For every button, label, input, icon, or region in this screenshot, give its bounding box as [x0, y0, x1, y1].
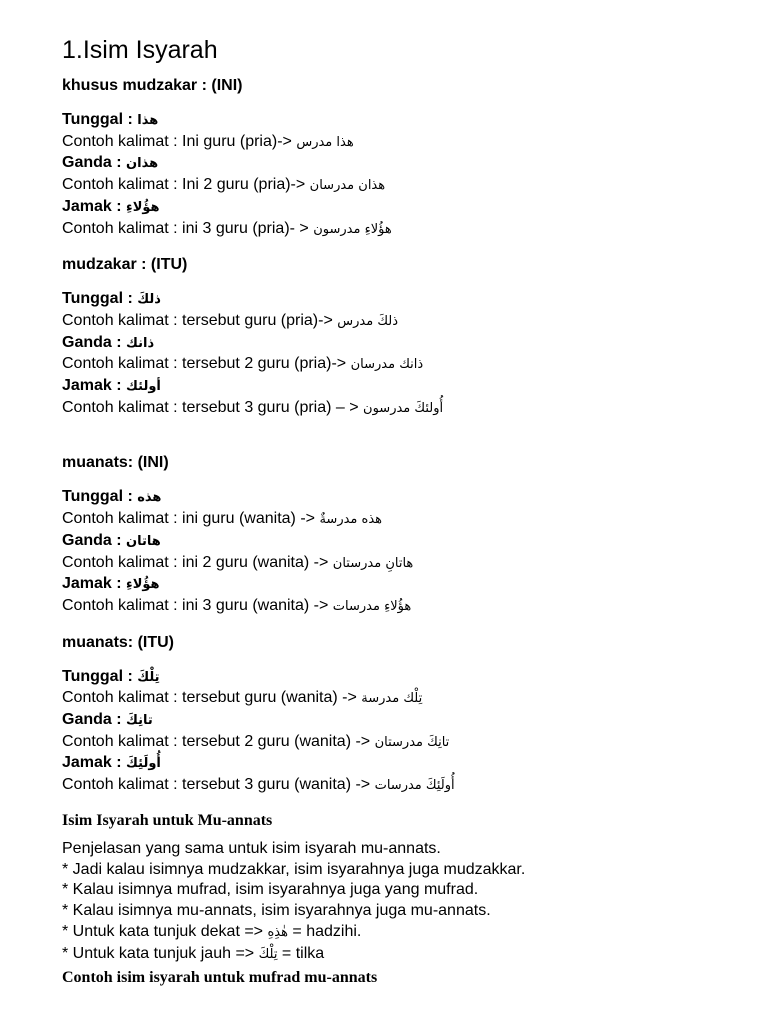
arabic-text: ذانك [126, 335, 155, 351]
section-heading: khusus mudzakar : (INI) [62, 77, 243, 94]
arabic-text: تانِكَ [126, 713, 153, 729]
example-line [62, 132, 752, 154]
row-label: Jamak : [62, 377, 122, 395]
label-line [62, 710, 752, 732]
example-line [62, 688, 752, 710]
example-text: Contoh kalimat : tersebut 2 guru (pria)-> [62, 355, 347, 373]
row-label: Ganda : [62, 154, 122, 172]
arabic-text: هؤُلاءِ [126, 199, 160, 215]
example-text: Contoh kalimat : Ini 2 guru (pria)-> [62, 176, 306, 194]
row-label: Tunggal : [62, 290, 133, 308]
arabic-text: هذه [137, 490, 162, 506]
arabic-text: أُولئكَ مدرسون [363, 400, 444, 416]
dekat-translit: = hadzihi. [292, 923, 362, 941]
example-text: Contoh kalimat : ini 3 guru (wanita) -> [62, 596, 329, 614]
arabic-text: هؤُلاءِ مدرسون [313, 221, 392, 237]
example-line [62, 509, 752, 531]
row-label: Tunggal : [62, 488, 133, 506]
example-text: Contoh kalimat : tersebut 3 guru (wanita) -> [62, 776, 371, 794]
arabic-text: هذه مدرسةٌ [319, 512, 383, 528]
row-label: Jamak : [62, 197, 122, 215]
paragraph-line [62, 922, 752, 944]
example-line [62, 311, 752, 333]
paragraph-line [62, 944, 752, 966]
arabic-text: تِلْكَ [258, 946, 278, 962]
row-label: Ganda : [62, 531, 122, 549]
row-label: Ganda : [62, 333, 122, 351]
section-heading: muanats: (INI) [62, 454, 169, 472]
arabic-text: هذان مدرسان [309, 178, 386, 194]
arabic-text: أولئك [126, 379, 161, 395]
example-line [62, 775, 752, 797]
document-page [62, 34, 752, 988]
example-text: Contoh kalimat : ini 2 guru (wanita) -> [62, 553, 329, 571]
example-line [62, 219, 752, 241]
example-line [62, 553, 752, 575]
arabic-text: تِلْك مدرسة [361, 691, 423, 707]
arabic-text: تانِكَ مدرستان [374, 734, 450, 750]
label-line [62, 376, 752, 398]
paragraph-line: Penjelasan yang sama untuk isim isyarah mu-annats. [62, 839, 441, 857]
jauh-text: * Untuk kata tunjuk jauh => [62, 944, 255, 962]
dekat-text: * Untuk kata tunjuk dekat => [62, 923, 264, 941]
label-line [62, 667, 752, 689]
example-text: Contoh kalimat : Ini guru (pria)-> [62, 132, 292, 150]
row-label: Tunggal : [62, 667, 133, 685]
arabic-text: هؤُلاءِ [126, 577, 160, 593]
label-line [62, 110, 752, 132]
arabic-text: هاتانِ مدرستان [332, 555, 414, 571]
arabic-text: هذا [137, 113, 159, 128]
row-label: Jamak : [62, 754, 122, 772]
arabic-text: أُولَئِكَ [126, 756, 161, 772]
example-line [62, 175, 752, 197]
label-line [62, 289, 752, 311]
example-text: Contoh kalimat : tersebut guru (wanita) -> [62, 689, 357, 707]
section-heading: muanats: (ITU) [62, 633, 174, 651]
example-text: Contoh kalimat : ini 3 guru (pria)- > [62, 219, 309, 237]
arabic-text: هٰذِهِ [267, 925, 288, 941]
arabic-text: ذانك مدرسان [350, 357, 424, 373]
document-title: 1.Isim Isyarah [62, 36, 218, 64]
paragraph-line: * Jadi kalau isimnya mudzakkar, isim isyarahnya juga mudzakkar. [62, 860, 526, 878]
section-heading: mudzakar : (ITU) [62, 256, 188, 274]
paragraph-line: * Kalau isimnya mu-annats, isim isyarahnya juga mu-annats. [62, 902, 491, 920]
label-line [62, 574, 752, 596]
example-text: Contoh kalimat : tersebut 2 guru (wanita) -> [62, 732, 371, 750]
jauh-translit: = tilka [281, 944, 325, 962]
label-line [62, 153, 752, 175]
arabic-text: ذلكَ [137, 292, 161, 308]
row-label: Tunggal : [62, 111, 133, 128]
example-text: Contoh kalimat : tersebut guru (pria)-> [62, 311, 333, 329]
arabic-text: هذان [126, 156, 159, 172]
subheading: Isim Isyarah untuk Mu-annats [62, 811, 273, 829]
row-label: Ganda : [62, 711, 122, 729]
arabic-text: ذلكَ مدرس [337, 313, 399, 329]
example-line [62, 732, 752, 754]
label-line [62, 333, 752, 355]
arabic-text: هؤُلاءِ مدرسات [332, 598, 412, 614]
label-line [62, 753, 752, 775]
label-line [62, 197, 752, 219]
example-line [62, 398, 752, 420]
paragraph-line: * Kalau isimnya mufrad, isim isyarahnya juga yang mufrad. [62, 881, 479, 899]
arabic-text: تِلْكَ [137, 669, 160, 685]
footer-heading: Contoh isim isyarah untuk mufrad mu-annats [62, 968, 378, 986]
example-line [62, 354, 752, 376]
label-line [62, 487, 752, 509]
arabic-text: هاتان [126, 533, 161, 549]
example-line [62, 596, 752, 618]
label-line [62, 531, 752, 553]
arabic-text: أُولَئِكَ مدرسات [374, 778, 455, 794]
arabic-text: هذا مدرس [296, 134, 354, 150]
row-label: Jamak : [62, 575, 122, 593]
example-text: Contoh kalimat : tersebut 3 guru (pria) – > [62, 398, 359, 416]
example-text: Contoh kalimat : ini guru (wanita) -> [62, 510, 315, 528]
